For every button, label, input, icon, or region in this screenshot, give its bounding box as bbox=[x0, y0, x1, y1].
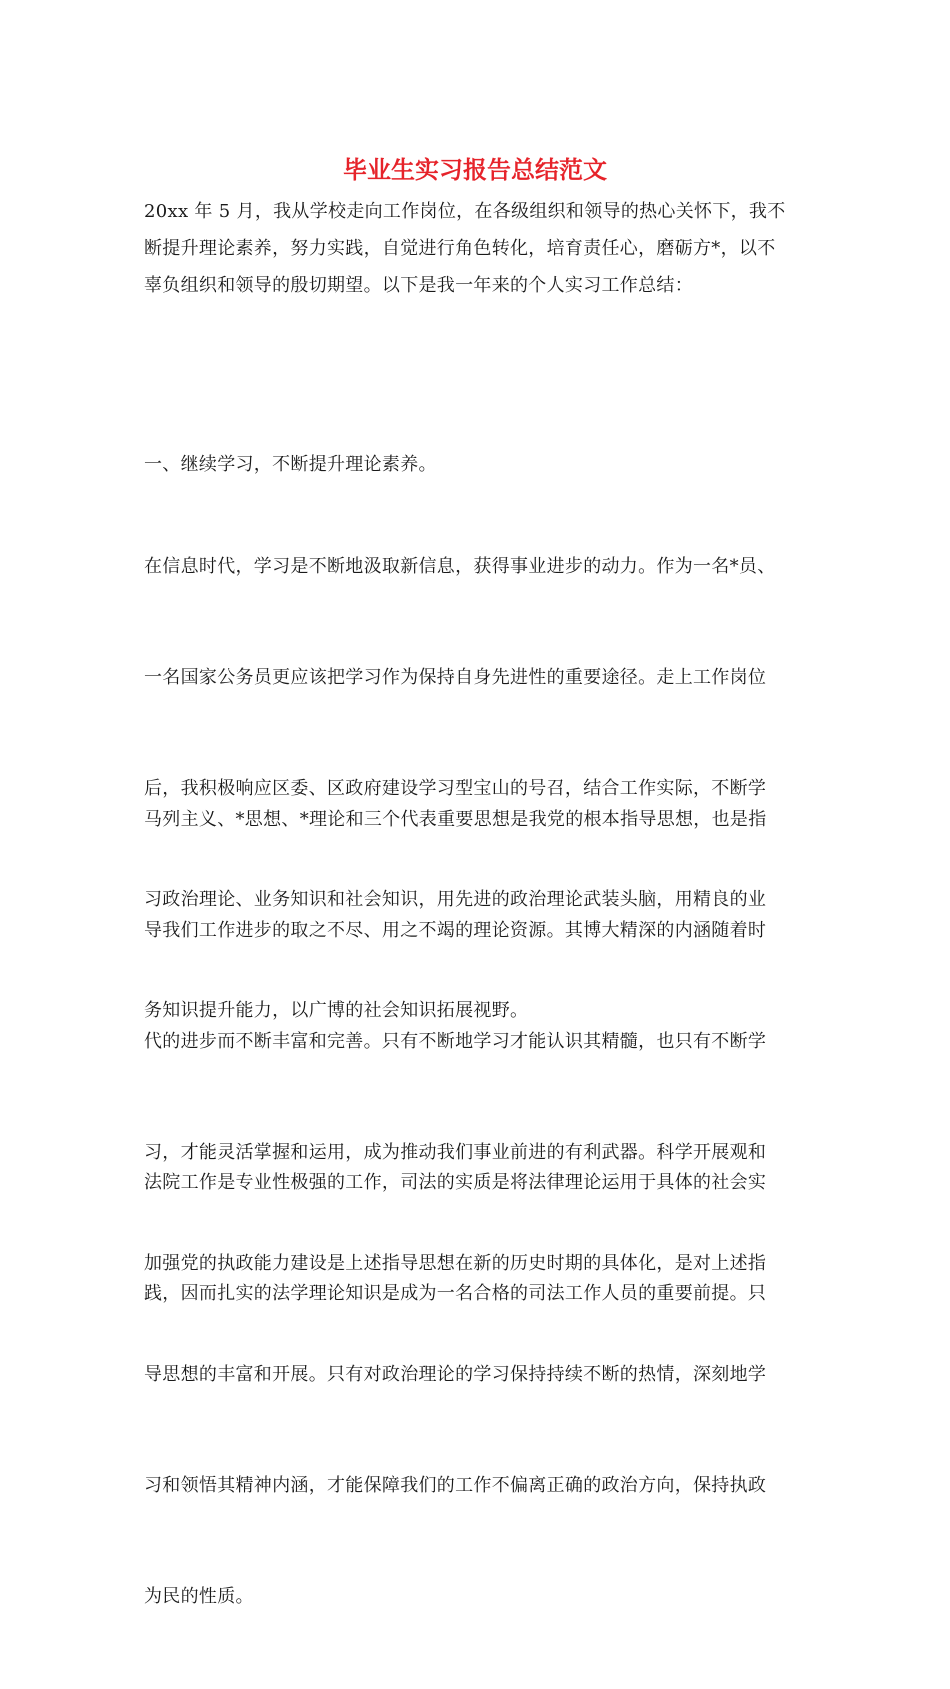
text-line: 法院工作是专业性极强的工作，司法的实质是将法律理论运用于具体的社会实 bbox=[144, 1172, 767, 1193]
text-line: 习和领悟其精神内涵，才能保障我们的工作不偏离正确的政治方向，保持执政 bbox=[144, 1475, 767, 1496]
text-line: 为民的性质。 bbox=[144, 1586, 254, 1607]
body-paragraph-3 bbox=[144, 1090, 808, 1386]
text-line: 导思想的丰富和开展。只有对政治理论的学习保持持续不断的热情，深刻地学 bbox=[144, 1364, 767, 1385]
text-line: 马列主义、*思想、*理论和三个代表重要思想是我党的根本指导思想，也是指 bbox=[144, 809, 767, 830]
text-line: 断提升理论素养，努力实践，自觉进行角色转化，培育责任心，磨砺方*，以不 bbox=[144, 238, 776, 259]
section-heading-text: 一、继续学习，不断提升理论素养。 bbox=[144, 454, 437, 475]
text-line: 在信息时代，学习是不断地汲取新信息，获得事业进步的动力。作为一名*员、 bbox=[144, 556, 776, 577]
document-title: 毕业生实习报告总结范文 bbox=[343, 155, 607, 184]
text-line: 导我们工作进步的取之不尽、用之不竭的理论资源。其博大精深的内涵随着时 bbox=[144, 920, 767, 941]
intro-paragraph bbox=[144, 193, 808, 304]
text-line: 辜负组织和领导的殷切期望。以下是我一年来的个人实习工作总结： bbox=[144, 275, 693, 296]
text-line: 践，因而扎实的法学理论知识是成为一名合格的司法工作人员的重要前提。只 bbox=[144, 1283, 767, 1304]
text-line: 20xx 年 5 月，我从学校走向工作岗位，在各级组织和领导的热心关怀下，我不 bbox=[144, 201, 786, 222]
text-line: 习，才能灵活掌握和运用，成为推动我们事业前进的有利武器。科学开展观和 bbox=[144, 1142, 767, 1163]
text-line: 务知识提升能力，以广博的社会知识拓展视野。 bbox=[144, 1000, 529, 1021]
text-line: 代的进步而不断丰富和完善。只有不断地学习才能认识其精髓，也只有不断学 bbox=[144, 1031, 767, 1052]
text-line: 一名国家公务员更应该把学习作为保持自身先进性的重要途径。走上工作岗位 bbox=[144, 667, 767, 688]
text-line: 习政治理论、业务知识和社会知识，用先进的政治理论武装头脑，用精良的业 bbox=[144, 889, 767, 910]
text-line: 后，我积极响应区委、区政府建设学习型宝山的号召，结合工作实际，不断学 bbox=[144, 778, 767, 799]
text-line: 加强党的执政能力建设是上述指导思想在新的历史时期的具体化，是对上述指 bbox=[144, 1253, 767, 1274]
